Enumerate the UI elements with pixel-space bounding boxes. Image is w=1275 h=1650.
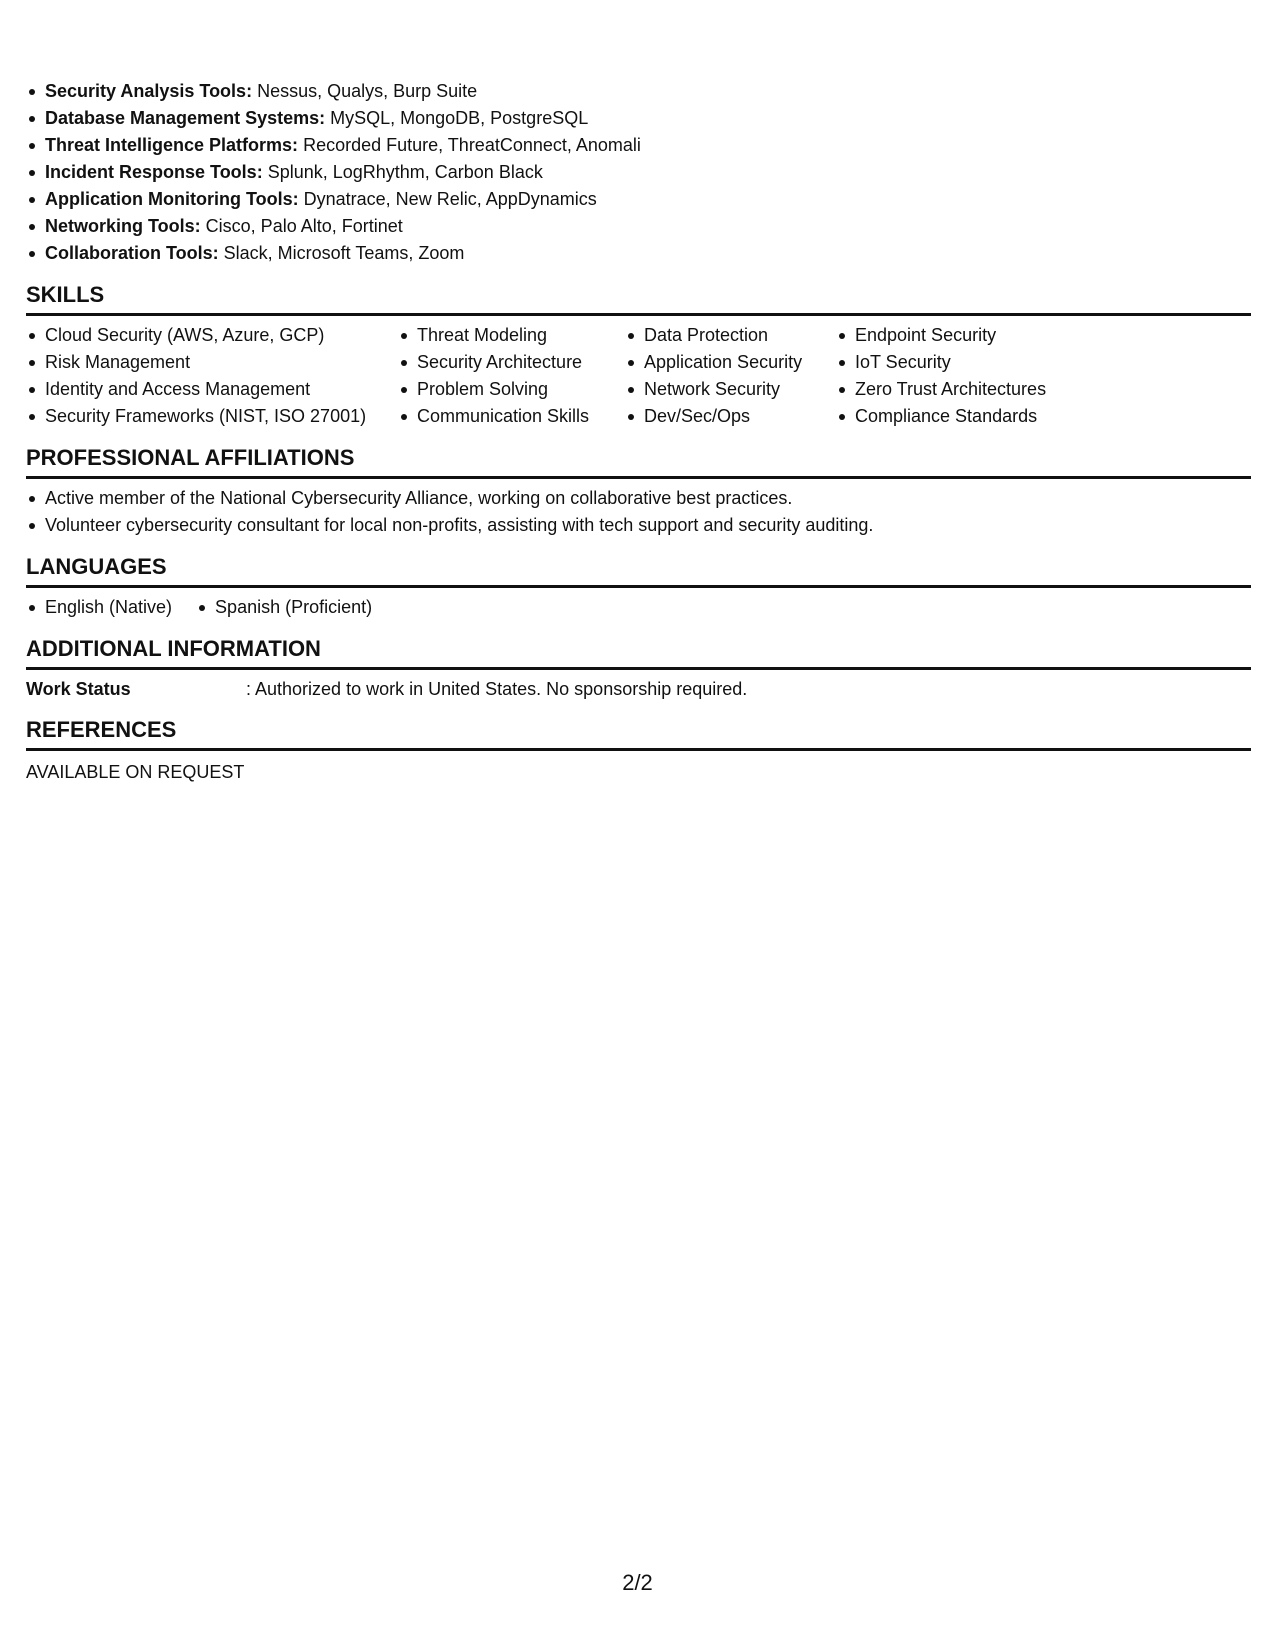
- language-item: Spanish (Proficient): [196, 594, 372, 621]
- languages-list: [26, 594, 1251, 621]
- skills-heading: SKILLS: [26, 281, 1251, 316]
- skills-column: [625, 322, 836, 430]
- skill-item: Application Security: [625, 349, 836, 376]
- skill-item: Data Protection: [625, 322, 836, 349]
- skill-item: Dev/Sec/Ops: [625, 403, 836, 430]
- skill-item: Endpoint Security: [836, 322, 1096, 349]
- tool-item: Incident Response Tools: Splunk, LogRhythm, Carbon Black: [26, 159, 1251, 186]
- work-status-value: : Authorized to work in United States. No sponsorship required.: [246, 679, 748, 699]
- tool-item: Application Monitoring Tools: Dynatrace, New Relic, AppDynamics: [26, 186, 1251, 213]
- skill-item: Problem Solving: [398, 376, 625, 403]
- skill-item: Security Frameworks (NIST, ISO 27001): [26, 403, 398, 430]
- language-item: English (Native): [26, 594, 172, 621]
- work-status-label: Work Status: [26, 679, 131, 699]
- page-number: 2/2: [622, 1570, 653, 1595]
- tools-list: [26, 78, 1251, 267]
- skill-item: Security Architecture: [398, 349, 625, 376]
- tool-item: Collaboration Tools: Slack, Microsoft Teams, Zoom: [26, 240, 1251, 267]
- affiliation-item: Active member of the National Cybersecurity Alliance, working on collaborative best practices.: [26, 485, 1251, 512]
- languages-heading: LANGUAGES: [26, 553, 1251, 588]
- affiliations-list: [26, 485, 1251, 539]
- skills-grid: [26, 322, 1251, 430]
- skills-column: [26, 322, 398, 430]
- skill-item: Network Security: [625, 376, 836, 403]
- tool-item: Database Management Systems: MySQL, MongoDB, PostgreSQL: [26, 105, 1251, 132]
- skill-item: Cloud Security (AWS, Azure, GCP): [26, 322, 398, 349]
- skill-item: Risk Management: [26, 349, 398, 376]
- skill-item: Communication Skills: [398, 403, 625, 430]
- tool-item: Security Analysis Tools: Nessus, Qualys, Burp Suite: [26, 78, 1251, 105]
- references-text: AVAILABLE ON REQUEST: [26, 762, 245, 782]
- affiliations-heading: PROFESSIONAL AFFILIATIONS: [26, 444, 1251, 479]
- resume-page: [26, 78, 1251, 785]
- skill-item: IoT Security: [836, 349, 1096, 376]
- references-heading: REFERENCES: [26, 716, 1251, 751]
- affiliation-item: Volunteer cybersecurity consultant for local non-profits, assisting with tech support and security auditing.: [26, 512, 1251, 539]
- additional-info-heading: ADDITIONAL INFORMATION: [26, 635, 1251, 670]
- skill-item: Zero Trust Architectures: [836, 376, 1096, 403]
- skills-column: [398, 322, 625, 430]
- skill-item: Compliance Standards: [836, 403, 1096, 430]
- skill-item: Threat Modeling: [398, 322, 625, 349]
- skills-column: [836, 322, 1096, 430]
- tool-item: Networking Tools: Cisco, Palo Alto, Fortinet: [26, 213, 1251, 240]
- tool-item: Threat Intelligence Platforms: Recorded Future, ThreatConnect, Anomali: [26, 132, 1251, 159]
- skill-item: Identity and Access Management: [26, 376, 398, 403]
- work-status-row: [26, 676, 1251, 702]
